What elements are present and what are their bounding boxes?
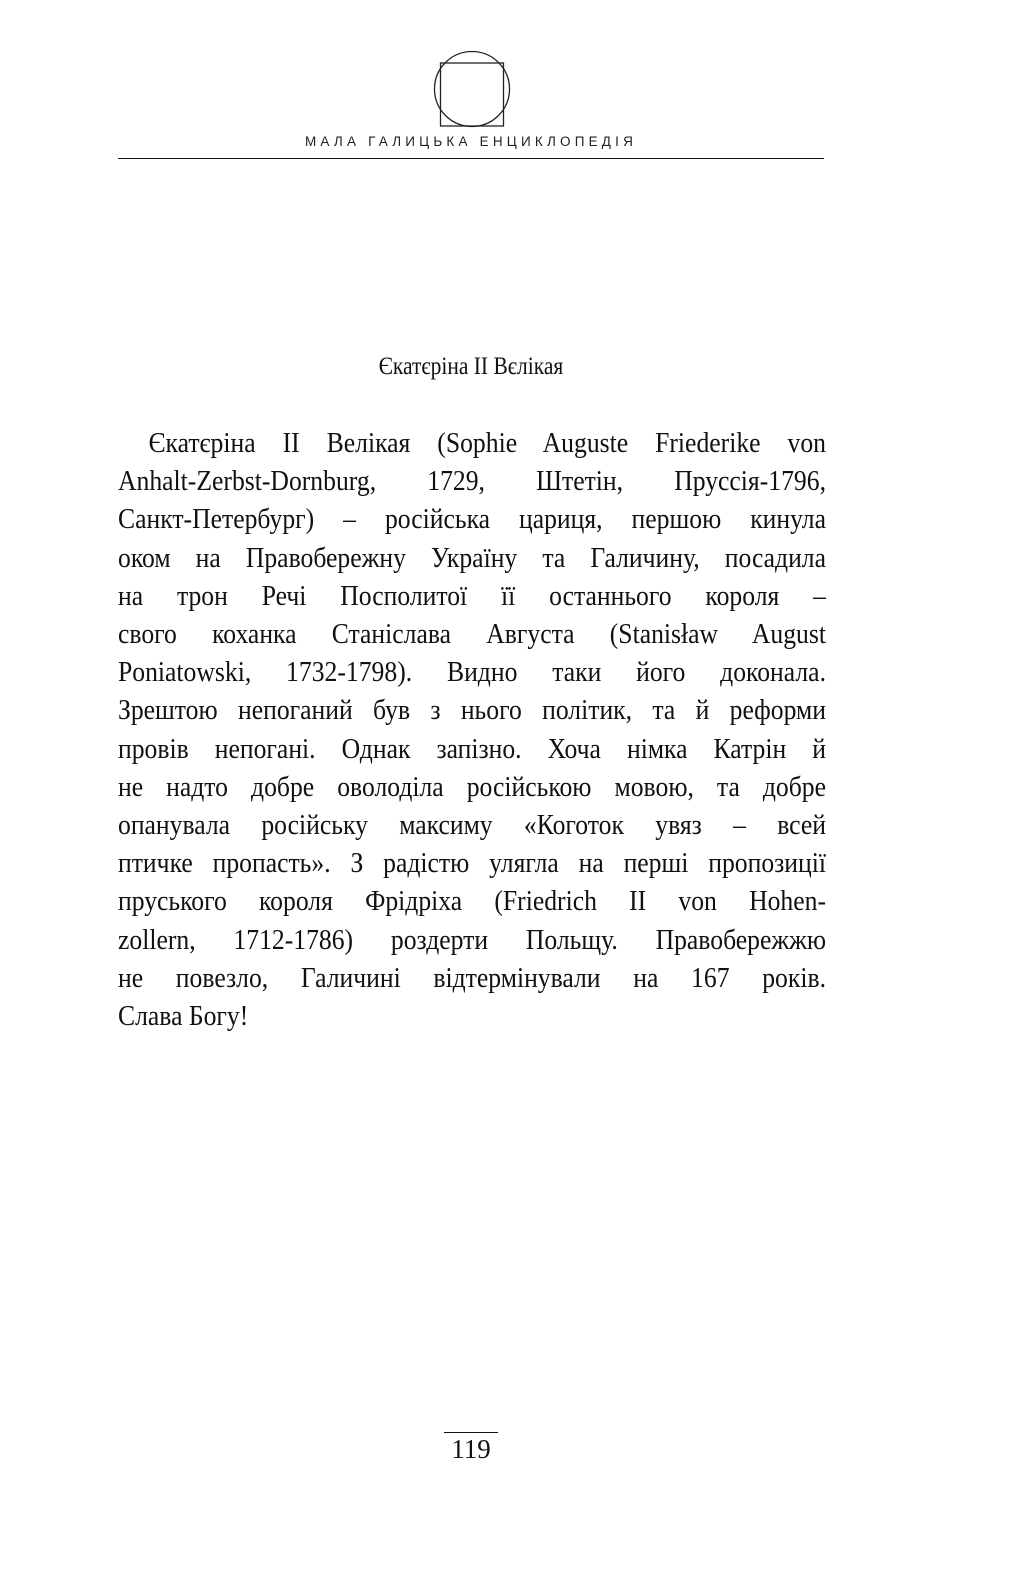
body-line: провів непогані. Однак запізно. Хоча німка Катрін й [118,733,826,765]
body-line: Слава Богу! [118,1001,249,1033]
body-line: zollern, 1712-1786) роздерти Польщу. Правобережжю [118,924,826,956]
body-line: Anhalt-Zerbst-Dornburg, 1729, Штетін, Пруссія-1796, [118,466,826,498]
running-head: МАЛА ГАЛИЦЬКА ЕНЦИКЛОПЕДІЯ [304,134,638,149]
body-line: Санкт-Петербург) – російська цариця, першою кинула [118,504,826,536]
body-line: Єкатєріна II Велікая (Sophie Auguste Friederike von [148,428,826,459]
body-line: пруського короля Фрідріха (Friedrich II von Hohen- [118,886,826,918]
body-line: опанувала російську максиму «Коготок увяз – всей [118,810,826,842]
circle-square-emblem-icon [433,50,511,128]
body-line: на трон Речі Посполитої її останнього короля – [118,580,826,612]
body-line: не надто добре оволоділа російською мовою, та добре [118,771,826,803]
body-line: птичке пропасть». З радістю улягла на перші пропозиції [118,848,826,880]
header-divider [118,158,824,159]
body-line: свого коханка Станіслава Августа (Stanisław August [118,619,826,651]
body-line: Зрештою непоганий був з нього політик, та й реформи [118,695,826,727]
article-body [118,425,826,1036]
page-number: 119 [444,1432,498,1465]
body-line: не повезло, Галичині відтермінували на 167 років. [118,962,826,994]
body-line: Poniatowski, 1732-1798). Видно таки його доконала. [118,657,826,689]
article-title: Єкатєріна II Вєлікая [378,353,564,380]
body-line: оком на Правобережну Україну та Галичину, посадила [118,542,826,574]
